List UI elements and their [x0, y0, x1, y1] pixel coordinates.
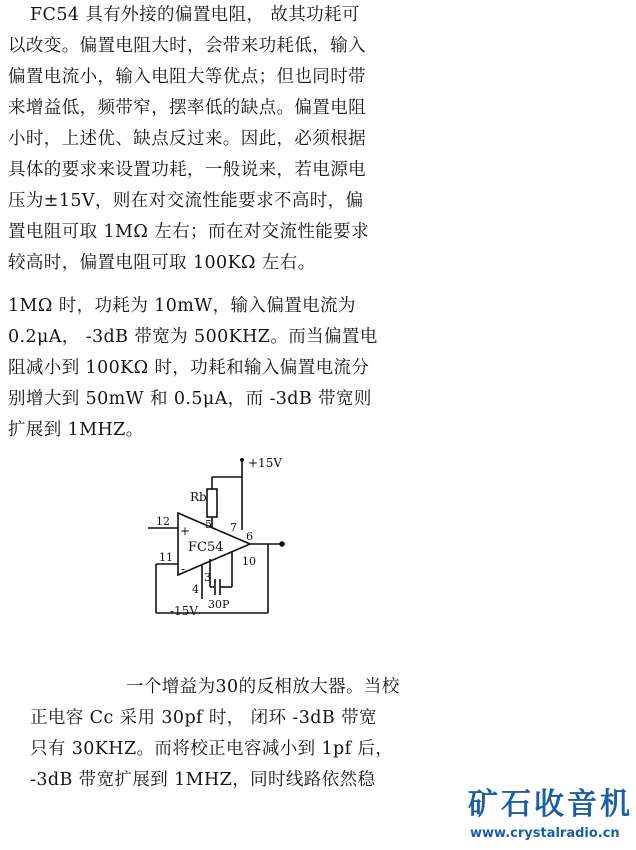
pin-label: 10	[242, 555, 256, 568]
plus-input-sign: +	[180, 524, 191, 538]
text-line: 一个增益为30的反相放大器。当校	[126, 677, 400, 697]
text-line: 偏置电流小，输入电阻大等优点；但也同时带	[8, 67, 366, 87]
text-line: 只有 30KHZ。而将校正电容减小到 1pf 后，	[30, 739, 394, 759]
pin-label: 4	[192, 583, 199, 596]
watermark-url: www.crystalradio.cn	[470, 826, 620, 841]
text-line: 具体的要求来设置功耗，一般说来，若电源电	[8, 160, 366, 180]
text-line: 阻减小到 100KΩ 时，功耗和输入偏置电流分	[8, 358, 370, 378]
text-line: 正电容 Cc 采用 30pf 时， 闭环 -3dB 带宽	[30, 708, 377, 728]
capacitor-label: 30P	[208, 598, 230, 611]
text-line: FC54 具有外接的偏置电阻， 故其功耗可	[30, 5, 360, 25]
text-line: 压为±15V，则在对交流性能要求不高时，偏	[8, 191, 364, 211]
text-line: -3dB 带宽扩展到 1MHZ，同时线路依然稳	[30, 770, 376, 790]
pin-label: 5	[205, 518, 212, 531]
pin-label: 7	[230, 521, 237, 534]
pin-label: 6	[246, 530, 253, 543]
minus-input-sign: -	[181, 562, 186, 576]
pin-label: 3	[204, 571, 211, 584]
text-line: 置电阻可取 1MΩ 左右；而在对交流性能要求	[8, 222, 369, 242]
text-line: 0.2μA， -3dB 带宽为 500KHZ。而当偏置电	[8, 327, 378, 347]
text-line: 扩展到 1MHZ。	[8, 420, 144, 440]
resistor-label: Rb	[190, 490, 207, 504]
text-line: 小时，上述优、缺点反过来。因此，必须根据	[8, 129, 366, 149]
chip-label: FC54	[188, 540, 224, 555]
text-line: 来增益低，频带窄，摆率低的缺点。偏置电阻	[8, 98, 366, 118]
text-line: 1MΩ 时，功耗为 10mW，输入偏置电流为	[8, 296, 356, 316]
negative-supply-label: -15V	[170, 604, 198, 618]
bias-resistor	[207, 489, 217, 517]
positive-supply-label: +15V	[248, 456, 282, 470]
amplifier-circuit-diagram	[130, 455, 310, 630]
text-line: 以改变。偏置电阻大时，会带来功耗低，输入	[8, 36, 366, 56]
pin-label: 12	[156, 515, 170, 528]
pin-label: 11	[159, 551, 173, 564]
text-line: 较高时，偏置电阻可取 100KΩ 左右。	[8, 253, 316, 273]
watermark-name: 矿石收音机	[468, 787, 633, 822]
watermark-logo	[468, 788, 632, 842]
text-line: 别增大到 50mW 和 0.5μA，而 -3dB 带宽则	[8, 389, 372, 409]
